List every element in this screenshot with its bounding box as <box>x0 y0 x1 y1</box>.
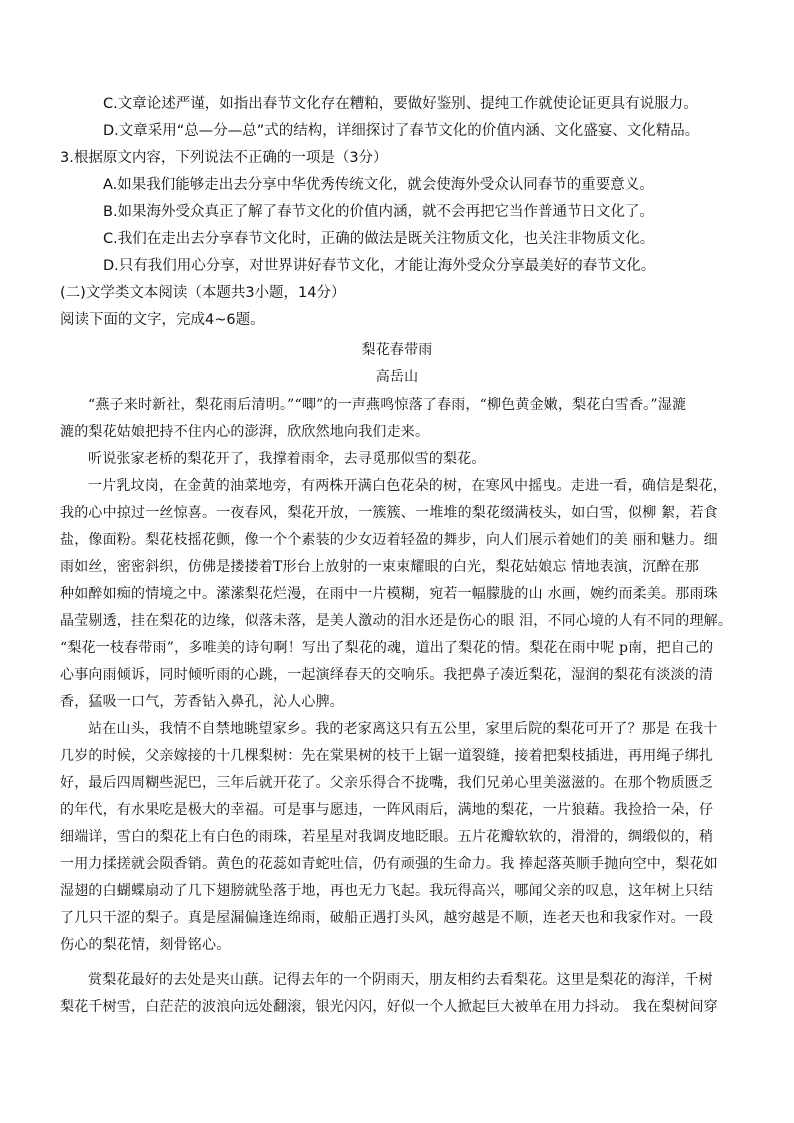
article-author: 高岳山 <box>375 369 419 385</box>
article-line: 的年代，有水果吃是极大的幸福。可是事与愿违，一阵风雨后，满地的梨花，一片狼藉。我捡拾一朵，仔 <box>60 802 714 818</box>
article-line: 我的心中掠过一丝惊喜。一夜春风，梨花开放，一簇簇、一堆堆的梨花缀满枝头，如白雪，似柳 絮，若食 <box>60 505 718 521</box>
section-heading: (二)文学类文本阅读（本题共3小题，14分） <box>60 285 346 301</box>
article-line: 一用力揉搓就会陨香销。黄色的花蕊如青蛇吐信，仍有顽强的生命力。我 捧起落英顺手抛向空中，梨花如 <box>60 856 718 872</box>
q2-option-d: D.文章采用“总—分—总”式的结构，详细探讨了春节文化的价值内涵、文化盛宴、文化精品。 <box>103 123 700 139</box>
article-line: 盐，像面粉。梨花枝摇花颤，像一个个素装的少女迈着轻盈的舞步，向人们展示着她们的美 丽和魅力。细 <box>60 532 718 548</box>
article-line: 了几只干涩的梨子。真是屋漏偏逢连绵雨，破船正遇打头风，越穷越是不顺，连老天也和我家作对。一段 <box>60 910 714 926</box>
article-line: 伤心的梨花情，刻骨铭心。 <box>60 937 231 953</box>
article-line: 听说张家老桥的梨花开了，我撑着雨伞，去寻觅那似雪的梨花。 <box>88 451 486 467</box>
article-line: 种如醉如痴的情境之中。潆潆梨花烂漫，在雨中一片模糊，宛若一幅朦胧的山 水画，婉约而柔美。那雨珠 <box>60 586 718 602</box>
article-line: “梨花一枝春带雨”，多唯美的诗句啊！写出了梨花的魂，道出了梨花的情。梨花在雨中呢 p南，把自己的 <box>60 640 714 656</box>
article-line: 细端详，雪白的梨花上有白色的雨珠，若星星对我调皮地眨眼。五片花瓣软软的，滑滑的，绸缎似的，稍 <box>60 829 714 845</box>
article-line: 晶莹剔透，挂在梨花的边缘，似落未落，是美人激动的泪水还是伤心的眼 泪，不同心境的人有不同的理解。 <box>60 613 733 629</box>
q3-option-d: D.只有我们用心分享，对世界讲好春节文化，才能让海外受众分享最美好的春节文化。 <box>103 258 656 274</box>
q3-option-a: A.如果我们能够走出去分享中华优秀传统文化，就会使海外受众认同春节的重要意义。 <box>103 177 654 193</box>
article-line: 心事向雨倾诉，同时倾听雨的心跳，一起演绎春天的交响乐。我把鼻子凑近梨花，湿润的梨花有淡淡的清 <box>60 667 714 683</box>
section-instruction: 阅读下面的文字，完成4~6题。 <box>60 312 265 328</box>
q3-option-c: C.我们在走出去分享春节文化时，正确的做法是既关注物质文化，也关注非物质文化。 <box>103 231 655 247</box>
q3-option-b: B.如果海外受众真正了解了春节文化的价值内涵，就不会再把它当作普通节日文化了。 <box>103 204 655 220</box>
article-line: 湿翅的白蝴蝶扇动了几下翅膀就坠落于地，再也无力飞起。我玩得高兴，哪闻父亲的叹息，这年树上只结 <box>60 883 714 899</box>
article-line: 漉的梨花姑娘把持不住内心的澎湃，欣欣然地向我们走来。 <box>60 424 430 440</box>
article-line: 站在山头，我情不自禁地眺望家乡。我的老家离这只有五公里，家里后院的梨花可开了？那是 在我十 <box>88 721 718 737</box>
article-line: 雨如丝，密密斜织，仿佛是搂搂着T形台上放射的一束束耀眼的白光，梨花姑娘忘 情地表演，沉醉在那 <box>60 559 699 575</box>
q3-stem: 3.根据原文内容，下列说法不正确的一项是（3分） <box>60 150 388 166</box>
article-line: 香，猛吸一口气，芳香钻入鼻孔，沁人心脾。 <box>60 694 344 710</box>
article-line: 一片乳坟岗，在金黄的油菜地旁，有两株开满白色花朵的树，在寒风中摇曳。走进一看，确信是梨花， <box>88 478 727 494</box>
article-line: 几岁的时候，父亲嫁接的十几棵梨树：先在棠果树的枝干上锯一道裂缝，接着把梨枝插进，再用绳子绑扎 <box>60 748 714 764</box>
article-line: “燕子来时新社，梨花雨后清明。”“唧”的一声燕鸣惊落了春雨，“柳色黄金嫩，梨花白雪香。”湿漉 <box>88 397 687 413</box>
article-line: 梨花千树雪，白茫茫的波浪向远处翻滚，银光闪闪，好似一个人掀起巨大被单在用力抖动。 我在梨树间穿 <box>60 999 718 1015</box>
article-title: 梨花春带雨 <box>361 342 433 358</box>
q2-option-c: C.文章论述严谨，如指出春节文化存在糟粕，要做好鉴别、提纯工作就使论证更具有说服力。 <box>103 96 698 112</box>
article-line: 赏梨花最好的去处是夹山蕻。记得去年的一个阴雨天，朋友相约去看梨花。这里是梨花的海洋，千树 <box>88 972 713 988</box>
article-line: 好，最后四周糊些泥巴，三年后就开花了。父亲乐得合不拢嘴，我们兄弟心里美滋滋的。在那个物质匮乏 <box>60 775 714 791</box>
